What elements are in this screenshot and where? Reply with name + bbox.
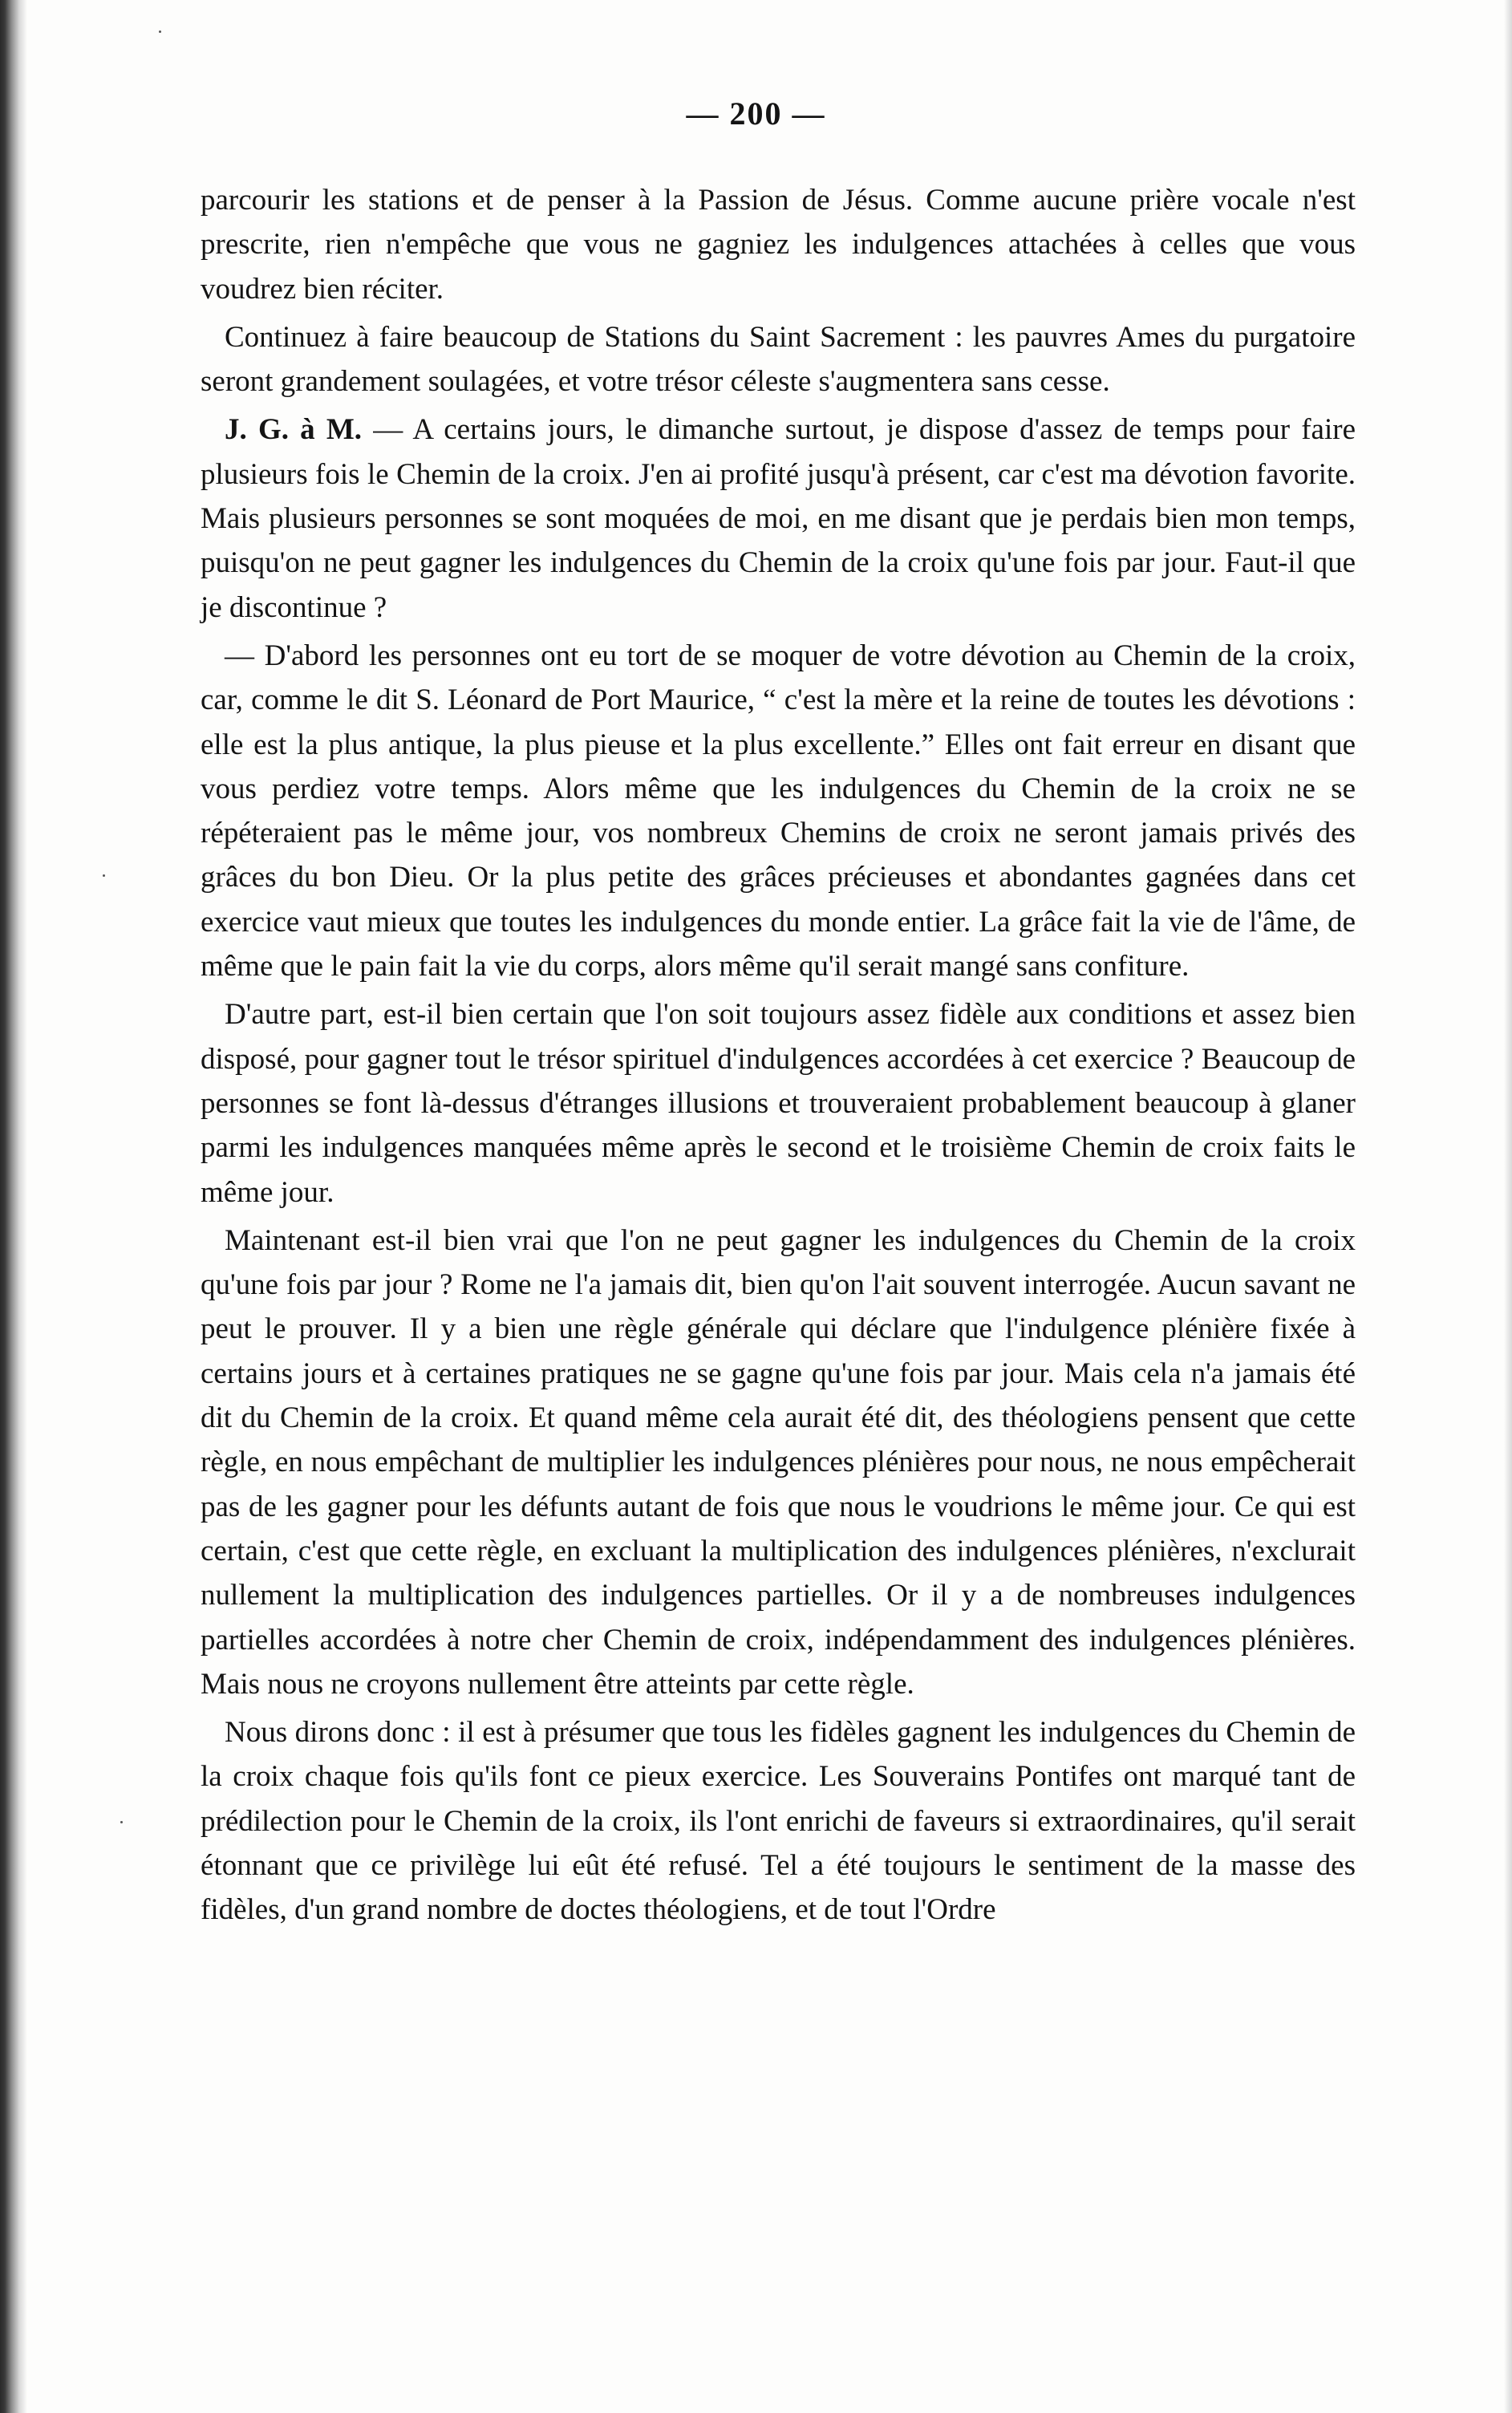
paragraph: Nous dirons donc : il est à présumer que tous les fidèles gagnent les indulgences du Chemin de la croix chaque fois qu'ils font ce pieux exercice. Les Souverains Pontifes ont marqué tant de prédilection pour le Chemin de la croix, ils l'ont enrichi de faveurs si extraordinaires, qu'il serait étonnant que ce privilège lui eût été refusé. Tel a été toujours le sentiment de la masse des fidèles, d'un grand nombre de doctes théologiens, et de tout l'Ordre <box>201 1716 1356 1927</box>
body-text <box>201 178 1356 1932</box>
paragraph: D'autre part, est-il bien certain que l'on soit toujours assez fidèle aux conditions et assez bien disposé, pour gagner tout le trésor spirituel d'indulgences accordées à cet exercice ? Beaucoup de personnes se font là-dessus d'étranges illusions et trouveraient probablement beaucoup à glaner parmi les indulgences manquées même après le second et le troisième Chemin de croix faits le même jour. <box>201 998 1356 1209</box>
paragraph: Maintenant est-il bien vrai que l'on ne peut gagner les indulgences du Chemin de la croix qu'une fois par jour ? Rome ne l'a jamais dit, bien qu'on l'ait souvent interrogée. Aucun savant ne peut le prouver. Il y a bien une règle générale qui déclare que l'indulgence plénière fixée à certains jours et à certaines pratiques ne se gagne qu'une fois par jour. Mais cela n'a jamais été dit du Chemin de la croix. Et quand même cela aurait été dit, des théologiens pensent que cette règle, en nous empêchant de multiplier les indulgences plénières pour nous, ne nous empêcherait pas de les gagner pour les défunts autant de fois que nous le voudrions le même jour. Ce qui est certain, c'est que cette règle, en excluant la multiplication des indulgences plénières, n'exclurait nullement la multiplication des indulgences partielles. Or il y a de nombreuses indulgences partielles accordées à notre cher Chemin de croix, indépendamment des indulgences plénières. Mais nous ne croyons nullement être atteints par cette règle. <box>201 1223 1356 1701</box>
paragraph-question <box>201 408 1356 629</box>
binding-shadow <box>0 0 27 2413</box>
page-edge <box>1504 0 1512 2413</box>
paragraph-answer: — D'abord les personnes ont eu tort de se moquer de votre dévotion au Chemin de la croix, car, comme le dit S. Léonard de Port Maurice, “ c'est la mère et la reine de toutes les dévotions : elle est la plus antique, la plus pieuse et la plus excellente.” Elles ont fait erreur en disant que vous perdiez votre temps. Alors même que les indulgences du Chemin de la croix ne se répéteraient pas le même jour, vos nombreux Chemins de croix ne seront jamais privés des grâces du bon Dieu. Or la plus petite des grâces précieuses et abondantes gagnées dans cet exercice vaut mieux que toutes les indulgences du monde entier. La grâce fait la vie de l'âme, de même que le pain fait la vie du corps, alors même qu'il serait mangé sans confiture. <box>201 639 1356 983</box>
scan-speck <box>159 30 161 33</box>
scan-speck <box>103 874 105 877</box>
page-number: — 200 — <box>686 95 826 132</box>
scan-speck <box>120 1821 123 1823</box>
correspondent-signature: J. G. à M. <box>225 413 363 447</box>
question-text: — A certains jours, le dimanche surtout, je dispose d'assez de temps pour faire plusieurs fois le Chemin de la croix. J'en ai profité jusqu'à présent, car c'est ma dévotion favorite. Mais plusieurs personnes se sont moquées de moi, en me disant que je perdais bien mon temps, puisqu'on ne peut gagner les indulgences du Chemin de la croix qu'une fois par jour. Faut-il que je discontinue ? <box>201 413 1356 624</box>
paragraph: Continuez à faire beaucoup de Stations du Saint Sacrement : les pauvres Ames du purgatoire seront grandement soulagées, et votre trésor céleste s'augmentera sans cesse. <box>201 320 1356 399</box>
paragraph-continuation: parcourir les stations et de penser à la Passion de Jésus. Comme aucune prière vocale n'est prescrite, rien n'empêche que vous ne gagniez les indulgences attachées à celles que vous voudrez bien réciter. <box>201 184 1356 306</box>
